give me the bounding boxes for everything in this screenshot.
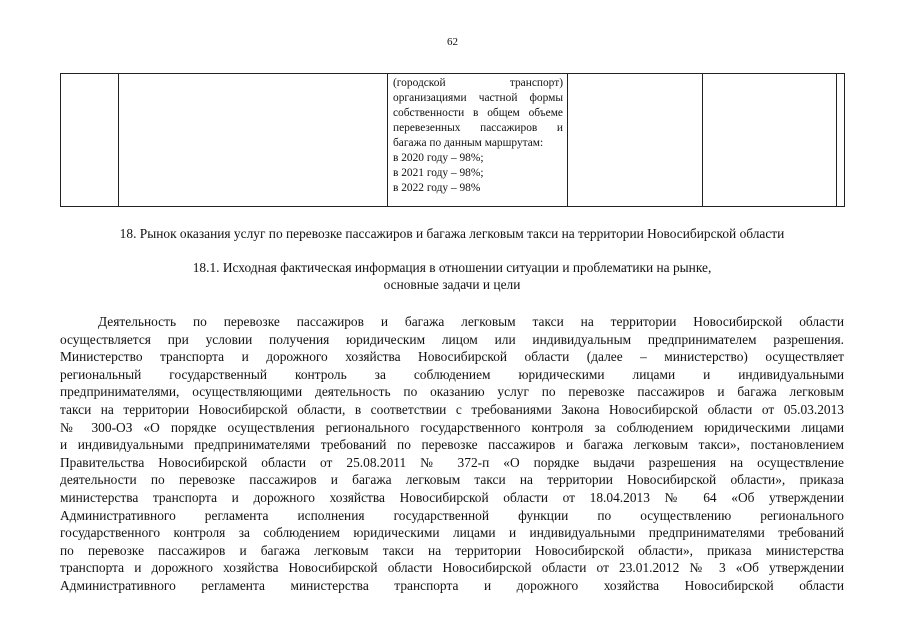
paragraph-line: транспорта и дорожного хозяйства Новосибирской области Новосибирской области от 23.01.2012 № 3 «Об утверждении <box>60 560 844 576</box>
paragraph-line: № 300-ОЗ «О порядке осуществления регионального государственного контроля за соблюдением юридическими лицами <box>60 419 844 435</box>
paragraph-line: Деятельность по перевозке пассажиров и багажа легковым такси на территории Новосибирской области <box>98 314 844 329</box>
table-cell-indicator <box>388 74 568 207</box>
indicator-text <box>388 74 567 196</box>
section-heading: 18. Рынок оказания услуг по перевозке пассажиров и багажа легковым такси на территории Новосибирской области <box>119 226 785 241</box>
indicator-line: багажа по данным маршрутам: <box>393 137 544 149</box>
paragraph-line: Министерство транспорта и дорожного хозяйства Новосибирской области (далее – министерство) осуществляет <box>60 349 844 365</box>
subsection-heading-line: основные задачи и цели <box>383 277 521 292</box>
paragraph-line: предпринимателями, осуществляющими деятельность по оказанию услуг по перевозке пассажиров и багажа легковым <box>60 384 844 400</box>
indicator-line: перевезенных пассажиров и <box>393 122 563 134</box>
subsection-heading <box>100 259 804 293</box>
paragraph-line: по перевозке пассажиров и багажа легковым такси на территории Новосибирской области», приказа министерства <box>60 542 844 558</box>
table-cell-extra <box>837 74 845 207</box>
indicator-line: в 2021 году – 98%; <box>393 167 484 179</box>
paragraph-line: Правительства Новосибирской области от 25.08.2011 № 372-п «О порядке выдачи разрешения на осуществление <box>60 454 844 470</box>
table-row <box>61 74 845 207</box>
table-cell-description <box>119 74 388 207</box>
paragraph-line: деятельности по перевозке пассажиров и багажа легковым такси на территории Новосибирской области», приказа <box>60 472 844 488</box>
table-cell-value <box>568 74 703 207</box>
table-cell-responsible <box>703 74 837 207</box>
continuation-table <box>60 73 845 207</box>
page-number: 62 <box>447 36 458 48</box>
indicator-line: организациями частной формы <box>393 92 563 104</box>
paragraph-line: государственного контроля за соблюдением юридическими лицами и индивидуальными предпринимателями требований <box>60 525 844 541</box>
paragraph-line: региональный государственный контроль за соблюдением юридическими лицами и индивидуальными <box>60 366 844 382</box>
indicator-line: в 2022 году – 98% <box>393 182 481 194</box>
paragraph-line: Административного регламента министерства транспорта и дорожного хозяйства Новосибирской области <box>60 577 844 593</box>
subsection-heading-line: 18.1. Исходная фактическая информация в отношении ситуации и проблематики на рынке, <box>192 260 712 275</box>
paragraph-line: и индивидуальными предпринимателями требований по перевозке пассажиров и багажа легковым такси», постановлением <box>60 437 844 453</box>
paragraph-line: министерства транспорта и дорожного хозяйства Новосибирской области от 18.04.2013 № 64 «Об утверждении <box>60 489 844 505</box>
table-cell-number <box>61 74 119 207</box>
indicator-line: (городской транспорт) <box>393 77 563 89</box>
indicator-line: собственности в общем объеме <box>393 107 563 119</box>
indicator-line: в 2020 году – 98%; <box>393 152 484 164</box>
paragraph-line: Административного регламента исполнения государственной функции по осуществлению регионального <box>60 507 844 523</box>
paragraph-line: такси на территории Новосибирской области, в соответствии с требованиями Закона Новосибирской области от 05.03.2013 <box>60 401 844 417</box>
paragraph-line: осуществляется при условии получения юридическим лицом или индивидуальным предпринимателем разрешения. <box>60 331 844 347</box>
body-paragraph <box>60 313 844 595</box>
